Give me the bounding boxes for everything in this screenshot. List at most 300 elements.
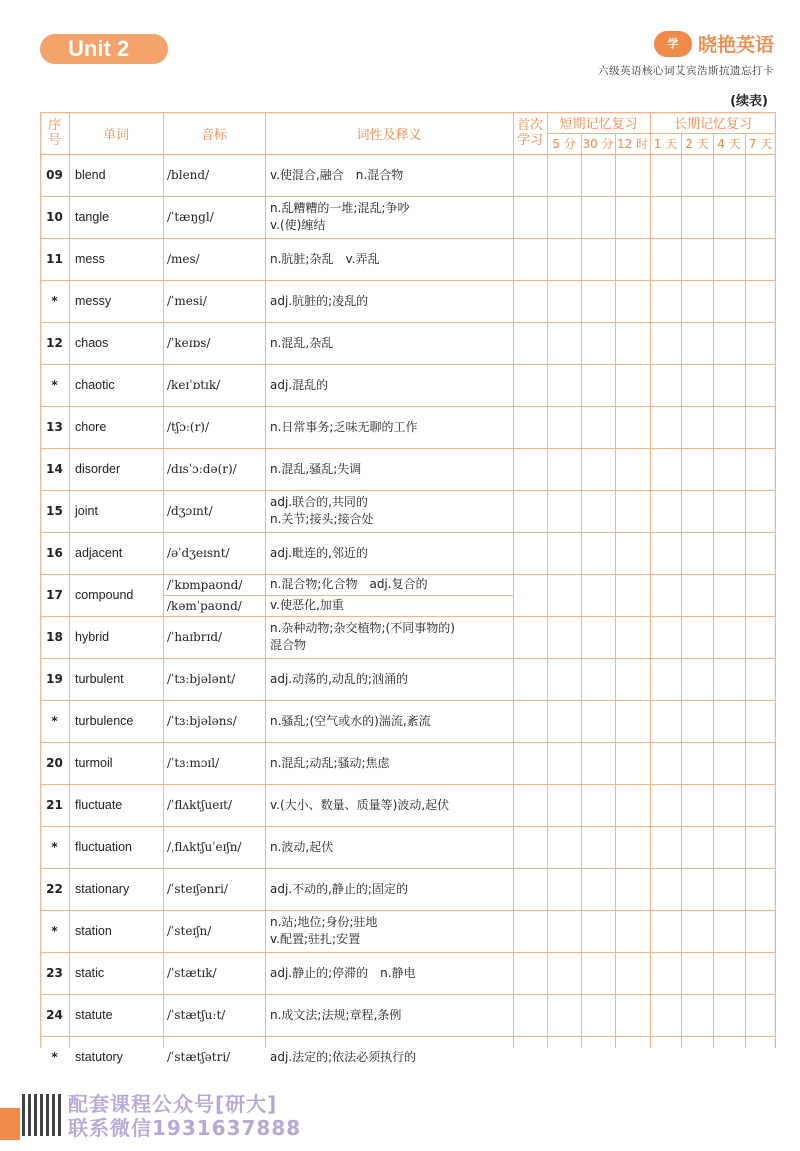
row-number: 23 [46,966,63,980]
row-number: 16 [46,546,63,560]
meaning-line: n.乱糟糟的一堆;混乱;争吵 [270,201,410,215]
review-checkbox[interactable] [681,994,713,1036]
brand-logo-icon: 学 [654,31,692,57]
row-meaning [265,322,513,364]
meaning-line: n.成文法;法规;章程,条例 [270,1007,402,1022]
row-phonetic: /əˈdʒeɪsnt/ [167,546,230,560]
review-checkbox[interactable] [547,910,581,952]
review-checkbox[interactable] [681,532,713,574]
review-checkbox[interactable] [513,280,547,322]
review-checkbox[interactable] [681,1036,713,1078]
review-checkbox[interactable] [615,154,650,196]
row-number: * [51,840,58,854]
row-number: 24 [46,1008,63,1022]
review-checkbox[interactable] [650,196,681,238]
header-seq [40,112,69,154]
row-number: * [51,924,58,938]
review-checkbox[interactable] [513,154,547,196]
review-checkbox[interactable] [547,490,581,532]
review-checkbox[interactable] [745,238,776,280]
row-phonetic: /ˈstætɪk/ [167,966,217,980]
review-checkbox[interactable] [713,322,745,364]
review-checkbox[interactable] [581,406,615,448]
row-meaning [265,742,513,784]
footer-accent-bar [0,1108,20,1140]
row-number: 13 [46,420,63,434]
review-checkbox[interactable] [547,322,581,364]
review-checkbox[interactable] [581,154,615,196]
meaning-line: adj.肮脏的;凌乱的 [270,293,369,308]
row-phonetic-2: /kəmˈpaʊnd/ [167,598,242,613]
review-checkbox[interactable] [615,406,650,448]
review-checkbox[interactable] [547,994,581,1036]
row-meaning [265,616,513,658]
review-checkbox[interactable] [547,700,581,742]
review-checkbox[interactable] [581,658,615,700]
row-meaning [265,868,513,910]
meaning-line: 混合物 [270,638,307,652]
review-checkbox[interactable] [615,322,650,364]
review-checkbox[interactable] [615,280,650,322]
review-checkbox[interactable] [650,238,681,280]
meaning-line: v.使混合,融合 n.混合物 [270,167,404,182]
row-phonetic: /tʃɔː(r)/ [167,420,210,434]
review-checkbox[interactable] [713,574,745,616]
review-checkbox[interactable] [681,364,713,406]
row-number: * [51,1050,58,1064]
review-checkbox[interactable] [581,910,615,952]
review-checkbox[interactable] [547,1036,581,1078]
review-checkbox[interactable] [713,868,745,910]
review-checkbox[interactable] [713,658,745,700]
review-checkbox[interactable] [681,658,713,700]
review-checkbox[interactable] [547,154,581,196]
review-checkbox[interactable] [650,784,681,826]
meaning-line: n.骚乱;(空气或水的)湍流,紊流 [270,713,431,728]
meaning-line: n.关节;接头;接合处 [270,512,374,526]
review-checkbox[interactable] [581,364,615,406]
review-checkbox[interactable] [615,490,650,532]
review-checkbox[interactable] [681,826,713,868]
review-checkbox[interactable] [581,490,615,532]
meaning-line: n.混乱,骚乱;失调 [270,461,362,476]
review-checkbox[interactable] [513,406,547,448]
review-checkbox[interactable] [713,952,745,994]
meaning-line: n.混乱;动乱;骚动;焦虑 [270,755,390,770]
review-checkbox[interactable] [650,994,681,1036]
review-checkbox[interactable] [745,322,776,364]
review-checkbox[interactable] [745,658,776,700]
review-checkbox[interactable] [745,448,776,490]
review-checkbox[interactable] [513,868,547,910]
row-meaning [265,490,513,532]
row-phonetic: /ˈkɒmpaʊnd/ [167,577,243,592]
row-word: disorder [75,462,121,476]
review-checkbox[interactable] [513,910,547,952]
review-checkbox[interactable] [650,910,681,952]
row-number: 14 [46,462,63,476]
review-checkbox[interactable] [681,868,713,910]
review-checkbox[interactable] [581,952,615,994]
review-checkbox[interactable] [713,490,745,532]
review-checkbox[interactable] [513,364,547,406]
review-checkbox[interactable] [713,742,745,784]
review-checkbox[interactable] [615,952,650,994]
review-checkbox[interactable] [745,910,776,952]
review-checkbox[interactable] [513,1036,547,1078]
review-checkbox[interactable] [581,1036,615,1078]
review-checkbox[interactable] [581,196,615,238]
row-word: mess [75,252,105,266]
row-number: 18 [46,630,63,644]
row-phonetic: /blend/ [167,168,210,182]
row-word: tangle [75,210,110,224]
row-phonetic: /ˌflʌktʃuˈeɪʃn/ [167,840,242,854]
meaning-line: n.杂种动物;杂交植物;(不同事物的) [270,621,455,635]
review-checkbox[interactable] [581,322,615,364]
review-checkbox[interactable] [745,280,776,322]
review-checkbox[interactable] [745,1036,776,1078]
row-meaning [265,700,513,742]
header-long-7d: 7 天 [748,137,773,151]
brand-name: 晓艳英语 [697,34,774,56]
review-checkbox[interactable] [713,994,745,1036]
row-word: static [75,966,105,980]
review-checkbox[interactable] [513,238,547,280]
review-checkbox[interactable] [713,364,745,406]
row-word: chaotic [75,378,115,392]
review-checkbox[interactable] [650,868,681,910]
row-phonetic: /ˈmesi/ [167,294,207,308]
row-phonetic: /ˈsteɪʃn/ [167,924,212,938]
row-phonetic: /ˈhaɪbrɪd/ [167,630,223,644]
review-checkbox[interactable] [650,742,681,784]
review-checkbox[interactable] [547,826,581,868]
review-checkbox[interactable] [547,532,581,574]
row-meaning [265,574,513,595]
review-checkbox[interactable] [650,406,681,448]
review-checkbox[interactable] [513,952,547,994]
review-checkbox[interactable] [713,700,745,742]
row-word: station [75,924,112,938]
review-checkbox[interactable] [513,322,547,364]
header-seq-line2: 号 [47,133,61,148]
review-checkbox[interactable] [713,448,745,490]
review-checkbox[interactable] [581,784,615,826]
row-word: blend [75,168,106,182]
review-checkbox[interactable] [547,616,581,658]
review-checkbox[interactable] [681,280,713,322]
row-number: 20 [46,756,63,770]
review-checkbox[interactable] [581,616,615,658]
meaning-line: v.(大小、数量、质量等)波动,起伏 [270,797,450,812]
review-checkbox[interactable] [547,952,581,994]
review-checkbox[interactable] [615,910,650,952]
brand-subtitle: 六级英语核心词艾宾浩斯抗遗忘打卡 [598,65,774,77]
review-checkbox[interactable] [615,574,650,616]
header-long-4d: 4 天 [717,137,741,151]
row-meaning [265,1036,513,1078]
header-meaning: 词性及释义 [356,127,422,143]
review-checkbox[interactable] [547,280,581,322]
row-word: statutory [75,1050,123,1064]
row-meaning [265,658,513,700]
meaning-line: v.配置;驻扎;安置 [270,932,361,946]
review-checkbox[interactable] [615,1036,650,1078]
review-checkbox[interactable] [650,364,681,406]
review-checkbox[interactable] [581,280,615,322]
review-checkbox[interactable] [513,700,547,742]
review-checkbox[interactable] [547,364,581,406]
review-checkbox[interactable] [513,532,547,574]
header-long-1d: 1 天 [653,137,678,151]
review-checkbox[interactable] [713,1036,745,1078]
review-checkbox[interactable] [745,994,776,1036]
review-checkbox[interactable] [681,238,713,280]
review-checkbox[interactable] [650,1036,681,1078]
review-checkbox[interactable] [745,784,776,826]
review-checkbox[interactable] [650,448,681,490]
review-checkbox[interactable] [713,406,745,448]
row-number: * [51,714,58,728]
row-phonetic: /dʒɔɪnt/ [167,504,213,518]
header-short-5min: 5 分 [552,137,576,151]
review-checkbox[interactable] [581,532,615,574]
review-checkbox[interactable] [713,910,745,952]
header-short-12h: 12 时 [616,137,649,151]
row-phonetic: /ˈstætʃətri/ [167,1050,231,1064]
footer-line2: 联系微信1931637888 [68,1116,302,1140]
row-word: chore [75,420,107,434]
unit-badge: Unit 2 [40,34,168,64]
meaning-line: v.(使)缠结 [270,218,326,232]
review-checkbox[interactable] [713,196,745,238]
review-checkbox[interactable] [681,616,713,658]
review-checkbox[interactable] [713,238,745,280]
review-checkbox[interactable] [513,784,547,826]
header-first-study-line1: 首次 [516,118,543,133]
meaning-line: n.波动,起伏 [270,839,334,854]
row-phonetic: /ˈsteɪʃənri/ [167,882,228,896]
review-checkbox[interactable] [650,574,681,616]
row-word: statute [75,1008,113,1022]
row-phonetic: /mes/ [167,252,200,266]
review-checkbox[interactable] [513,490,547,532]
review-checkbox[interactable] [681,196,713,238]
brand [598,30,774,78]
meaning-line: n.站;地位;身份;驻地 [270,915,378,929]
review-checkbox[interactable] [513,574,547,616]
meaning-line: adj.不动的,静止的;固定的 [270,881,408,896]
review-checkbox[interactable] [615,994,650,1036]
review-checkbox[interactable] [650,616,681,658]
vocabulary-table [40,112,776,1064]
review-checkbox[interactable] [615,364,650,406]
review-checkbox[interactable] [745,868,776,910]
header-short-30min: 30 分 [582,137,614,151]
review-checkbox[interactable] [513,616,547,658]
row-number: 17 [46,588,63,602]
review-checkbox[interactable] [547,784,581,826]
footer-line1: 配套课程公众号[研大] [68,1092,278,1116]
review-checkbox[interactable] [650,490,681,532]
review-checkbox[interactable] [650,700,681,742]
review-checkbox[interactable] [745,154,776,196]
meaning-line: adj.毗连的,邻近的 [270,545,368,560]
review-checkbox[interactable] [681,784,713,826]
header-long-2d: 2 天 [685,137,709,151]
row-word: joint [75,504,98,518]
review-checkbox[interactable] [547,658,581,700]
review-checkbox[interactable] [513,658,547,700]
row-phonetic: /ˈtɜːbjələnt/ [167,672,236,686]
review-checkbox[interactable] [615,868,650,910]
review-checkbox[interactable] [745,532,776,574]
row-number: 12 [46,336,63,350]
review-checkbox[interactable] [650,322,681,364]
row-meaning [265,196,513,238]
row-meaning [265,280,513,322]
row-phonetic: /ˈtɜːmɔɪl/ [167,756,220,770]
row-phonetic: /ˈflʌktʃueɪt/ [167,798,233,812]
review-checkbox[interactable] [650,658,681,700]
review-checkbox[interactable] [547,574,581,616]
review-checkbox[interactable] [713,154,745,196]
row-word: adjacent [75,546,123,560]
review-checkbox[interactable] [547,196,581,238]
row-word: turmoil [75,756,113,770]
row-number: 15 [46,504,63,518]
review-checkbox[interactable] [547,868,581,910]
review-checkbox[interactable] [681,574,713,616]
review-checkbox[interactable] [713,826,745,868]
review-checkbox[interactable] [513,742,547,784]
row-number: 10 [46,210,63,224]
review-checkbox[interactable] [615,532,650,574]
review-checkbox[interactable] [547,448,581,490]
review-checkbox[interactable] [513,448,547,490]
review-checkbox[interactable] [681,910,713,952]
meaning-line: adj.联合的,共同的 [270,495,368,509]
review-checkbox[interactable] [745,490,776,532]
row-meaning [265,826,513,868]
row-number: 19 [46,672,63,686]
review-checkbox[interactable] [681,700,713,742]
row-phonetic: /ˈtɜːbjələns/ [167,714,237,728]
header-word: 单词 [102,127,129,143]
review-checkbox[interactable] [615,826,650,868]
review-checkbox[interactable] [547,406,581,448]
row-number: 11 [46,252,63,266]
review-checkbox[interactable] [650,532,681,574]
row-meaning [265,448,513,490]
review-checkbox[interactable] [547,742,581,784]
review-checkbox[interactable] [681,322,713,364]
row-word: turbulence [75,714,134,728]
review-checkbox[interactable] [681,952,713,994]
review-checkbox[interactable] [650,154,681,196]
review-checkbox[interactable] [681,448,713,490]
review-checkbox[interactable] [745,574,776,616]
row-phonetic: /ˈtæŋgl/ [167,210,214,224]
review-checkbox[interactable] [615,658,650,700]
review-checkbox[interactable] [713,784,745,826]
row-word: messy [75,294,112,308]
review-checkbox[interactable] [581,826,615,868]
review-checkbox[interactable] [513,994,547,1036]
review-checkbox[interactable] [615,616,650,658]
header-seq-line1: 序 [47,118,61,133]
review-checkbox[interactable] [581,700,615,742]
review-checkbox[interactable] [681,406,713,448]
header-phonetic: 音标 [200,127,227,143]
row-meaning [265,238,513,280]
row-number: 22 [46,882,63,896]
row-word: fluctuation [75,840,132,854]
review-checkbox[interactable] [581,574,615,616]
review-checkbox[interactable] [745,364,776,406]
row-word: chaos [75,336,109,350]
meaning-line: adj.法定的;依法必须执行的 [270,1049,417,1064]
review-checkbox[interactable] [745,952,776,994]
review-checkbox[interactable] [650,280,681,322]
review-checkbox[interactable] [745,742,776,784]
review-checkbox[interactable] [745,196,776,238]
review-checkbox[interactable] [615,196,650,238]
review-checkbox[interactable] [615,784,650,826]
row-phonetic: /ˈkeɪɒs/ [167,336,211,350]
review-checkbox[interactable] [547,238,581,280]
review-checkbox[interactable] [681,154,713,196]
continued-label: (续表) [730,94,768,109]
review-checkbox[interactable] [615,742,650,784]
review-checkbox[interactable] [581,238,615,280]
review-checkbox[interactable] [650,826,681,868]
review-checkbox[interactable] [650,952,681,994]
meaning-line: adj.混乱的 [270,377,329,392]
review-checkbox[interactable] [713,280,745,322]
row-word: turbulent [75,672,124,686]
review-checkbox[interactable] [615,700,650,742]
row-meaning [265,532,513,574]
review-checkbox[interactable] [615,238,650,280]
review-checkbox[interactable] [745,406,776,448]
review-checkbox[interactable] [745,616,776,658]
row-number: * [51,294,58,308]
review-checkbox[interactable] [681,490,713,532]
meaning-line: v.使恶化,加重 [270,598,344,612]
row-phonetic: /dɪsˈɔːdə(r)/ [167,462,237,476]
review-checkbox[interactable] [581,994,615,1036]
review-checkbox[interactable] [513,196,547,238]
review-checkbox[interactable] [581,742,615,784]
row-meaning [265,910,513,952]
review-checkbox[interactable] [581,868,615,910]
review-checkbox[interactable] [745,700,776,742]
review-checkbox[interactable] [745,826,776,868]
review-checkbox[interactable] [681,742,713,784]
review-checkbox[interactable] [615,448,650,490]
review-checkbox[interactable] [713,616,745,658]
header-short-term: 短期记忆复习 [559,117,638,132]
meaning-line: adj.动荡的,动乱的;汹涌的 [270,671,408,686]
review-checkbox[interactable] [713,532,745,574]
meaning-line: n.肮脏;杂乱 v.弄乱 [270,251,380,266]
row-word: hybrid [75,630,110,644]
review-checkbox[interactable] [513,826,547,868]
header-first-study [513,112,547,154]
review-checkbox[interactable] [581,448,615,490]
